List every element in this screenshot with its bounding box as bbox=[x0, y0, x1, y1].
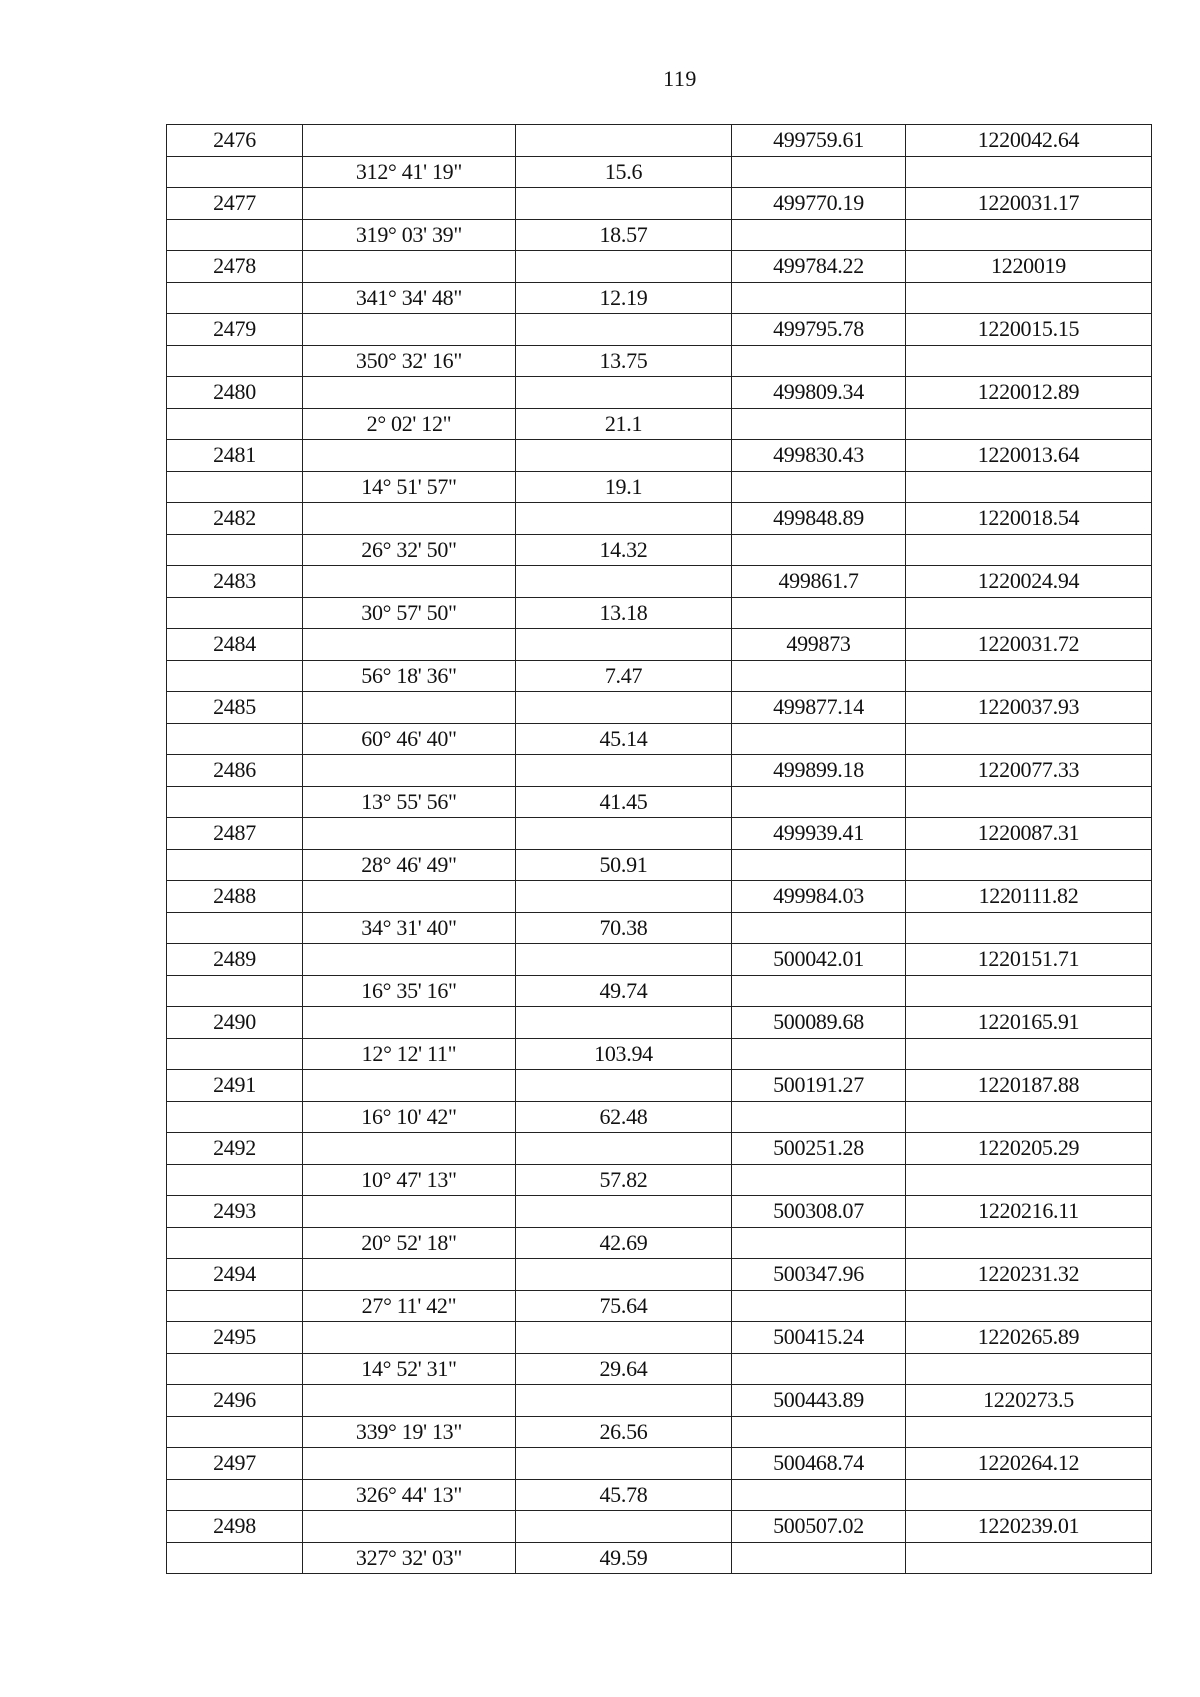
empty-cell bbox=[167, 1164, 303, 1196]
empty-cell bbox=[303, 755, 516, 787]
easting-cell: 1220012.89 bbox=[906, 377, 1152, 409]
leg-row bbox=[167, 1542, 1152, 1574]
point-id-cell: 2478 bbox=[167, 251, 303, 283]
empty-cell bbox=[167, 912, 303, 944]
easting-cell: 1220019 bbox=[906, 251, 1152, 283]
empty-cell bbox=[732, 849, 906, 881]
empty-cell bbox=[906, 786, 1152, 818]
northing-cell: 499848.89 bbox=[732, 503, 906, 535]
empty-cell bbox=[303, 566, 516, 598]
leg-row bbox=[167, 1101, 1152, 1133]
empty-cell bbox=[906, 219, 1152, 251]
point-id-cell: 2479 bbox=[167, 314, 303, 346]
empty-cell bbox=[906, 660, 1152, 692]
empty-cell bbox=[167, 282, 303, 314]
empty-cell bbox=[167, 660, 303, 692]
leg-row bbox=[167, 1227, 1152, 1259]
point-row bbox=[167, 1133, 1152, 1165]
easting-cell: 1220024.94 bbox=[906, 566, 1152, 598]
empty-cell bbox=[732, 723, 906, 755]
point-id-cell: 2477 bbox=[167, 188, 303, 220]
bearing-cell: 20° 52' 18" bbox=[303, 1227, 516, 1259]
empty-cell bbox=[906, 282, 1152, 314]
point-row bbox=[167, 755, 1152, 787]
empty-cell bbox=[167, 1353, 303, 1385]
empty-cell bbox=[516, 503, 732, 535]
empty-cell bbox=[516, 1385, 732, 1417]
easting-cell: 1220187.88 bbox=[906, 1070, 1152, 1102]
empty-cell bbox=[303, 1259, 516, 1291]
empty-cell bbox=[732, 786, 906, 818]
point-id-cell: 2476 bbox=[167, 125, 303, 157]
bearing-cell: 327° 32' 03" bbox=[303, 1542, 516, 1574]
empty-cell bbox=[303, 1385, 516, 1417]
point-row bbox=[167, 1007, 1152, 1039]
bearing-cell: 16° 10' 42" bbox=[303, 1101, 516, 1133]
empty-cell bbox=[167, 597, 303, 629]
empty-cell bbox=[167, 1038, 303, 1070]
leg-row bbox=[167, 975, 1152, 1007]
empty-cell bbox=[906, 975, 1152, 1007]
northing-cell: 499830.43 bbox=[732, 440, 906, 472]
easting-cell: 1220216.11 bbox=[906, 1196, 1152, 1228]
empty-cell bbox=[732, 1038, 906, 1070]
empty-cell bbox=[167, 156, 303, 188]
empty-cell bbox=[167, 1542, 303, 1574]
distance-cell: 12.19 bbox=[516, 282, 732, 314]
empty-cell bbox=[906, 156, 1152, 188]
empty-cell bbox=[906, 1479, 1152, 1511]
point-row bbox=[167, 1259, 1152, 1291]
northing-cell: 499984.03 bbox=[732, 881, 906, 913]
empty-cell bbox=[303, 1133, 516, 1165]
distance-cell: 13.18 bbox=[516, 597, 732, 629]
distance-cell: 19.1 bbox=[516, 471, 732, 503]
empty-cell bbox=[516, 944, 732, 976]
point-id-cell: 2485 bbox=[167, 692, 303, 724]
point-row bbox=[167, 692, 1152, 724]
empty-cell bbox=[516, 440, 732, 472]
distance-cell: 57.82 bbox=[516, 1164, 732, 1196]
empty-cell bbox=[906, 1038, 1152, 1070]
point-row bbox=[167, 629, 1152, 661]
bearing-cell: 339° 19' 13" bbox=[303, 1416, 516, 1448]
northing-cell: 500415.24 bbox=[732, 1322, 906, 1354]
empty-cell bbox=[167, 1416, 303, 1448]
point-row bbox=[167, 440, 1152, 472]
empty-cell bbox=[732, 219, 906, 251]
leg-row bbox=[167, 534, 1152, 566]
bearing-cell: 27° 11' 42" bbox=[303, 1290, 516, 1322]
empty-cell bbox=[167, 1101, 303, 1133]
distance-cell: 42.69 bbox=[516, 1227, 732, 1259]
point-row bbox=[167, 125, 1152, 157]
point-id-cell: 2483 bbox=[167, 566, 303, 598]
empty-cell bbox=[516, 1007, 732, 1039]
easting-cell: 1220018.54 bbox=[906, 503, 1152, 535]
northing-cell: 500347.96 bbox=[732, 1259, 906, 1291]
empty-cell bbox=[516, 125, 732, 157]
distance-cell: 26.56 bbox=[516, 1416, 732, 1448]
bearing-cell: 34° 31' 40" bbox=[303, 912, 516, 944]
leg-row bbox=[167, 408, 1152, 440]
northing-cell: 500042.01 bbox=[732, 944, 906, 976]
distance-cell: 103.94 bbox=[516, 1038, 732, 1070]
distance-cell: 21.1 bbox=[516, 408, 732, 440]
empty-cell bbox=[167, 975, 303, 1007]
empty-cell bbox=[303, 125, 516, 157]
empty-cell bbox=[906, 345, 1152, 377]
empty-cell bbox=[906, 597, 1152, 629]
distance-cell: 41.45 bbox=[516, 786, 732, 818]
empty-cell bbox=[732, 471, 906, 503]
distance-cell: 49.59 bbox=[516, 1542, 732, 1574]
point-id-cell: 2481 bbox=[167, 440, 303, 472]
point-row bbox=[167, 188, 1152, 220]
empty-cell bbox=[516, 377, 732, 409]
easting-cell: 1220031.72 bbox=[906, 629, 1152, 661]
leg-row bbox=[167, 1416, 1152, 1448]
empty-cell bbox=[732, 975, 906, 1007]
point-id-cell: 2480 bbox=[167, 377, 303, 409]
northing-cell: 500191.27 bbox=[732, 1070, 906, 1102]
empty-cell bbox=[906, 1416, 1152, 1448]
leg-row bbox=[167, 1479, 1152, 1511]
point-id-cell: 2488 bbox=[167, 881, 303, 913]
distance-cell: 13.75 bbox=[516, 345, 732, 377]
empty-cell bbox=[732, 345, 906, 377]
empty-cell bbox=[516, 1259, 732, 1291]
empty-cell bbox=[516, 1196, 732, 1228]
bearing-cell: 30° 57' 50" bbox=[303, 597, 516, 629]
distance-cell: 29.64 bbox=[516, 1353, 732, 1385]
point-row bbox=[167, 1070, 1152, 1102]
point-row bbox=[167, 881, 1152, 913]
easting-cell: 1220231.32 bbox=[906, 1259, 1152, 1291]
empty-cell bbox=[732, 1353, 906, 1385]
point-row bbox=[167, 377, 1152, 409]
northing-cell: 499873 bbox=[732, 629, 906, 661]
leg-row bbox=[167, 597, 1152, 629]
empty-cell bbox=[303, 818, 516, 850]
empty-cell bbox=[303, 1511, 516, 1543]
northing-cell: 499795.78 bbox=[732, 314, 906, 346]
point-row bbox=[167, 566, 1152, 598]
bearing-cell: 12° 12' 11" bbox=[303, 1038, 516, 1070]
point-id-cell: 2486 bbox=[167, 755, 303, 787]
empty-cell bbox=[732, 156, 906, 188]
northing-cell: 499770.19 bbox=[732, 188, 906, 220]
point-row bbox=[167, 1385, 1152, 1417]
survey-coordinates-table bbox=[166, 124, 1152, 1574]
distance-cell: 14.32 bbox=[516, 534, 732, 566]
bearing-cell: 10° 47' 13" bbox=[303, 1164, 516, 1196]
empty-cell bbox=[906, 1353, 1152, 1385]
empty-cell bbox=[516, 881, 732, 913]
empty-cell bbox=[732, 597, 906, 629]
easting-cell: 1220077.33 bbox=[906, 755, 1152, 787]
empty-cell bbox=[516, 692, 732, 724]
bearing-cell: 26° 32' 50" bbox=[303, 534, 516, 566]
point-id-cell: 2498 bbox=[167, 1511, 303, 1543]
bearing-cell: 16° 35' 16" bbox=[303, 975, 516, 1007]
empty-cell bbox=[303, 314, 516, 346]
northing-cell: 499877.14 bbox=[732, 692, 906, 724]
bearing-cell: 13° 55' 56" bbox=[303, 786, 516, 818]
easting-cell: 1220273.5 bbox=[906, 1385, 1152, 1417]
empty-cell bbox=[167, 849, 303, 881]
empty-cell bbox=[303, 1007, 516, 1039]
easting-cell: 1220264.12 bbox=[906, 1448, 1152, 1480]
empty-cell bbox=[303, 440, 516, 472]
empty-cell bbox=[732, 534, 906, 566]
empty-cell bbox=[732, 660, 906, 692]
bearing-cell: 312° 41' 19" bbox=[303, 156, 516, 188]
empty-cell bbox=[516, 755, 732, 787]
empty-cell bbox=[732, 1164, 906, 1196]
empty-cell bbox=[303, 251, 516, 283]
point-id-cell: 2493 bbox=[167, 1196, 303, 1228]
empty-cell bbox=[303, 629, 516, 661]
empty-cell bbox=[303, 1070, 516, 1102]
easting-cell: 1220151.71 bbox=[906, 944, 1152, 976]
empty-cell bbox=[906, 849, 1152, 881]
bearing-cell: 350° 32' 16" bbox=[303, 345, 516, 377]
leg-row bbox=[167, 912, 1152, 944]
empty-cell bbox=[167, 408, 303, 440]
empty-cell bbox=[906, 1227, 1152, 1259]
easting-cell: 1220265.89 bbox=[906, 1322, 1152, 1354]
bearing-cell: 60° 46' 40" bbox=[303, 723, 516, 755]
distance-cell: 45.78 bbox=[516, 1479, 732, 1511]
northing-cell: 499939.41 bbox=[732, 818, 906, 850]
point-id-cell: 2482 bbox=[167, 503, 303, 535]
empty-cell bbox=[732, 1290, 906, 1322]
northing-cell: 500468.74 bbox=[732, 1448, 906, 1480]
empty-cell bbox=[906, 1164, 1152, 1196]
empty-cell bbox=[167, 1227, 303, 1259]
leg-row bbox=[167, 1164, 1152, 1196]
page-number: 119 bbox=[663, 66, 697, 91]
bearing-cell: 56° 18' 36" bbox=[303, 660, 516, 692]
easting-cell: 1220111.82 bbox=[906, 881, 1152, 913]
easting-cell: 1220015.15 bbox=[906, 314, 1152, 346]
easting-cell: 1220031.17 bbox=[906, 188, 1152, 220]
point-row bbox=[167, 818, 1152, 850]
point-row bbox=[167, 1511, 1152, 1543]
empty-cell bbox=[303, 1196, 516, 1228]
point-row bbox=[167, 1196, 1152, 1228]
empty-cell bbox=[303, 188, 516, 220]
empty-cell bbox=[303, 1448, 516, 1480]
point-id-cell: 2489 bbox=[167, 944, 303, 976]
empty-cell bbox=[516, 188, 732, 220]
empty-cell bbox=[732, 1227, 906, 1259]
empty-cell bbox=[167, 1479, 303, 1511]
empty-cell bbox=[906, 723, 1152, 755]
point-id-cell: 2497 bbox=[167, 1448, 303, 1480]
leg-row bbox=[167, 786, 1152, 818]
point-id-cell: 2492 bbox=[167, 1133, 303, 1165]
empty-cell bbox=[516, 1322, 732, 1354]
empty-cell bbox=[906, 1101, 1152, 1133]
distance-cell: 45.14 bbox=[516, 723, 732, 755]
empty-cell bbox=[167, 1290, 303, 1322]
point-id-cell: 2495 bbox=[167, 1322, 303, 1354]
empty-cell bbox=[732, 1416, 906, 1448]
empty-cell bbox=[167, 786, 303, 818]
empty-cell bbox=[516, 251, 732, 283]
empty-cell bbox=[906, 534, 1152, 566]
leg-row bbox=[167, 282, 1152, 314]
distance-cell: 62.48 bbox=[516, 1101, 732, 1133]
point-row bbox=[167, 503, 1152, 535]
empty-cell bbox=[167, 534, 303, 566]
empty-cell bbox=[303, 503, 516, 535]
northing-cell: 499899.18 bbox=[732, 755, 906, 787]
easting-cell: 1220165.91 bbox=[906, 1007, 1152, 1039]
leg-row bbox=[167, 1353, 1152, 1385]
easting-cell: 1220042.64 bbox=[906, 125, 1152, 157]
empty-cell bbox=[516, 1070, 732, 1102]
leg-row bbox=[167, 660, 1152, 692]
easting-cell: 1220037.93 bbox=[906, 692, 1152, 724]
northing-cell: 499784.22 bbox=[732, 251, 906, 283]
northing-cell: 499759.61 bbox=[732, 125, 906, 157]
distance-cell: 18.57 bbox=[516, 219, 732, 251]
northing-cell: 500507.02 bbox=[732, 1511, 906, 1543]
empty-cell bbox=[303, 377, 516, 409]
easting-cell: 1220239.01 bbox=[906, 1511, 1152, 1543]
empty-cell bbox=[906, 1542, 1152, 1574]
distance-cell: 75.64 bbox=[516, 1290, 732, 1322]
empty-cell bbox=[516, 1448, 732, 1480]
empty-cell bbox=[516, 314, 732, 346]
northing-cell: 499861.7 bbox=[732, 566, 906, 598]
point-row bbox=[167, 251, 1152, 283]
empty-cell bbox=[516, 566, 732, 598]
easting-cell: 1220087.31 bbox=[906, 818, 1152, 850]
empty-cell bbox=[303, 881, 516, 913]
empty-cell bbox=[516, 1511, 732, 1543]
empty-cell bbox=[906, 1290, 1152, 1322]
distance-cell: 50.91 bbox=[516, 849, 732, 881]
empty-cell bbox=[167, 471, 303, 503]
empty-cell bbox=[516, 629, 732, 661]
empty-cell bbox=[906, 471, 1152, 503]
bearing-cell: 2° 02' 12" bbox=[303, 408, 516, 440]
point-id-cell: 2484 bbox=[167, 629, 303, 661]
bearing-cell: 319° 03' 39" bbox=[303, 219, 516, 251]
point-id-cell: 2491 bbox=[167, 1070, 303, 1102]
bearing-cell: 14° 52' 31" bbox=[303, 1353, 516, 1385]
easting-cell: 1220013.64 bbox=[906, 440, 1152, 472]
easting-cell: 1220205.29 bbox=[906, 1133, 1152, 1165]
leg-row bbox=[167, 849, 1152, 881]
point-row bbox=[167, 944, 1152, 976]
empty-cell bbox=[732, 1479, 906, 1511]
leg-row bbox=[167, 1290, 1152, 1322]
survey-table-body bbox=[167, 125, 1152, 1574]
northing-cell: 500308.07 bbox=[732, 1196, 906, 1228]
point-id-cell: 2487 bbox=[167, 818, 303, 850]
empty-cell bbox=[516, 818, 732, 850]
distance-cell: 49.74 bbox=[516, 975, 732, 1007]
leg-row bbox=[167, 723, 1152, 755]
empty-cell bbox=[732, 282, 906, 314]
leg-row bbox=[167, 156, 1152, 188]
northing-cell: 500443.89 bbox=[732, 1385, 906, 1417]
empty-cell bbox=[732, 408, 906, 440]
distance-cell: 15.6 bbox=[516, 156, 732, 188]
point-row bbox=[167, 314, 1152, 346]
empty-cell bbox=[732, 912, 906, 944]
empty-cell bbox=[906, 408, 1152, 440]
point-row bbox=[167, 1322, 1152, 1354]
empty-cell bbox=[732, 1542, 906, 1574]
empty-cell bbox=[516, 1133, 732, 1165]
leg-row bbox=[167, 471, 1152, 503]
distance-cell: 7.47 bbox=[516, 660, 732, 692]
distance-cell: 70.38 bbox=[516, 912, 732, 944]
northing-cell: 500089.68 bbox=[732, 1007, 906, 1039]
northing-cell: 500251.28 bbox=[732, 1133, 906, 1165]
leg-row bbox=[167, 1038, 1152, 1070]
empty-cell bbox=[167, 723, 303, 755]
point-id-cell: 2496 bbox=[167, 1385, 303, 1417]
empty-cell bbox=[732, 1101, 906, 1133]
empty-cell bbox=[167, 345, 303, 377]
empty-cell bbox=[167, 219, 303, 251]
point-id-cell: 2494 bbox=[167, 1259, 303, 1291]
bearing-cell: 326° 44' 13" bbox=[303, 1479, 516, 1511]
bearing-cell: 28° 46' 49" bbox=[303, 849, 516, 881]
empty-cell bbox=[303, 944, 516, 976]
empty-cell bbox=[303, 1322, 516, 1354]
leg-row bbox=[167, 345, 1152, 377]
bearing-cell: 341° 34' 48" bbox=[303, 282, 516, 314]
point-id-cell: 2490 bbox=[167, 1007, 303, 1039]
bearing-cell: 14° 51' 57" bbox=[303, 471, 516, 503]
leg-row bbox=[167, 219, 1152, 251]
northing-cell: 499809.34 bbox=[732, 377, 906, 409]
point-row bbox=[167, 1448, 1152, 1480]
empty-cell bbox=[906, 912, 1152, 944]
empty-cell bbox=[303, 692, 516, 724]
